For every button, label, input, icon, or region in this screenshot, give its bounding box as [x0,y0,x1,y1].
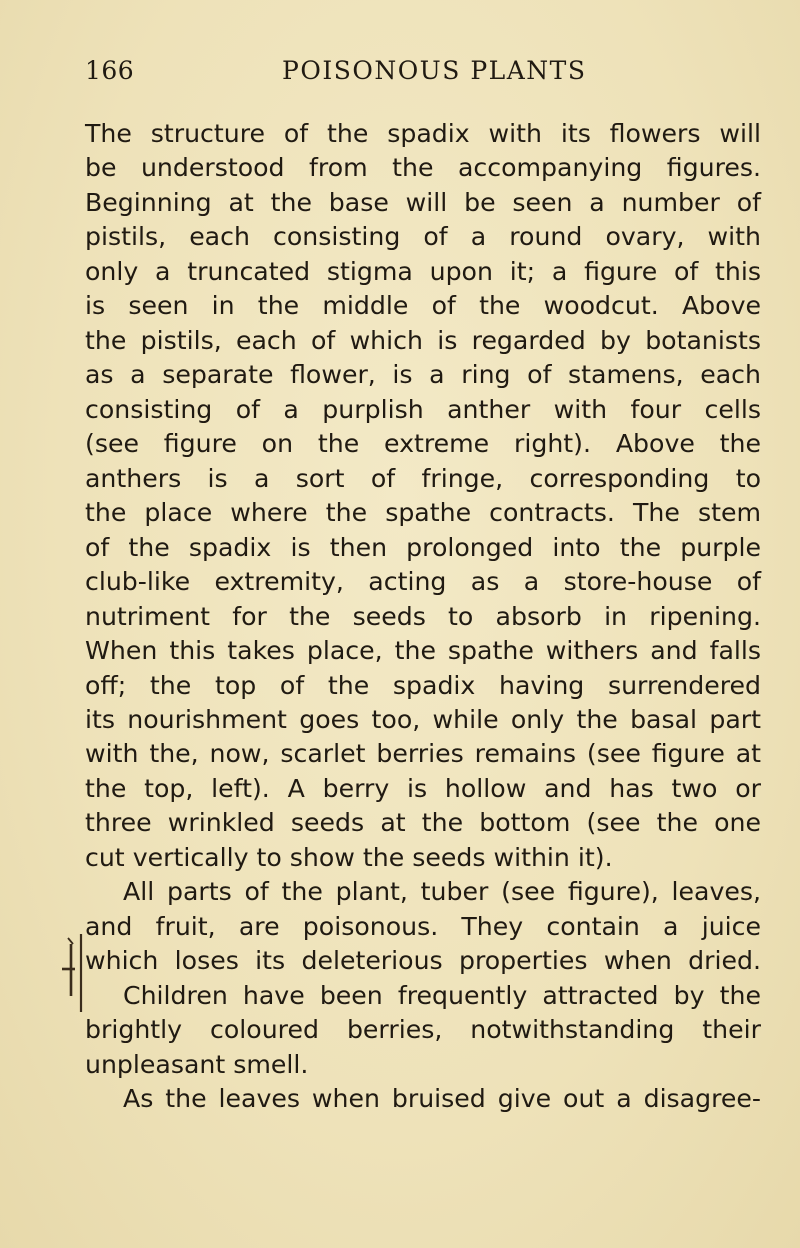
text-line: the pistils, each of which is regarded by botanists [85,325,761,355]
text-line: with the, now, scarlet berries remains (see figure at [85,739,761,769]
page-number: 166 [85,56,135,85]
text-line: club-like extremity, acting as a store-house of [85,567,761,597]
text-line: and fruit, are poisonous. They contain a juice [85,911,761,941]
body-text [85,117,761,1117]
text-line: is seen in the middle of the woodcut. Above [85,291,761,321]
text-line: The structure of the spadix with its flowers will [85,119,761,148]
text-line: nutriment for the seeds to absorb in ripening. [85,601,761,631]
text-line: as a separate flower, is a ring of stamens, each [85,360,761,390]
text-line: anthers is a sort of fringe, corresponding to [85,463,761,493]
text-line: three wrinkled seeds at the bottom (see the one [85,808,761,838]
text-line: When this takes place, the spathe withers and falls [85,636,761,666]
text-line: which loses its deleterious properties when dried. [85,946,761,976]
text-line: (see figure on the extreme right). Above the [85,429,761,459]
text-line: consisting of a purplish anther with four cells [85,394,761,424]
text-line: be understood from the accompanying figures. [85,153,761,183]
text-line: cut vertically to show the seeds within it). [85,842,613,872]
text-line: pistils, each consisting of a round ovary, with [85,222,761,252]
text-line: of the spadix is then prolonged into the purple [85,532,761,562]
text-line: the place where the spathe contracts. The stem [85,498,761,528]
text-line: Beginning at the base will be seen a number of [85,187,761,217]
running-title: POISONOUS PLANTS [282,56,587,85]
text-line: its nourishment goes too, while only the basal part [85,704,761,734]
text-line: As the leaves when bruised give out a disagree- [123,1084,761,1114]
text-line: Children have been frequently attracted by the [123,980,761,1010]
text-line: unpleasant smell. [85,1049,309,1079]
text-line: the top, left). A berry is hollow and has two or [85,773,761,803]
text-line: off; the top of the spadix having surrendered [85,670,761,700]
text-line: only a truncated stigma upon it; a figure of this [85,256,761,286]
margin-cross-mark-icon [60,930,84,1016]
text-line: All parts of the plant, tuber (see figure), leaves, [123,877,761,907]
page-header [85,56,725,100]
text-line: brightly coloured berries, notwithstanding their [85,1015,761,1045]
